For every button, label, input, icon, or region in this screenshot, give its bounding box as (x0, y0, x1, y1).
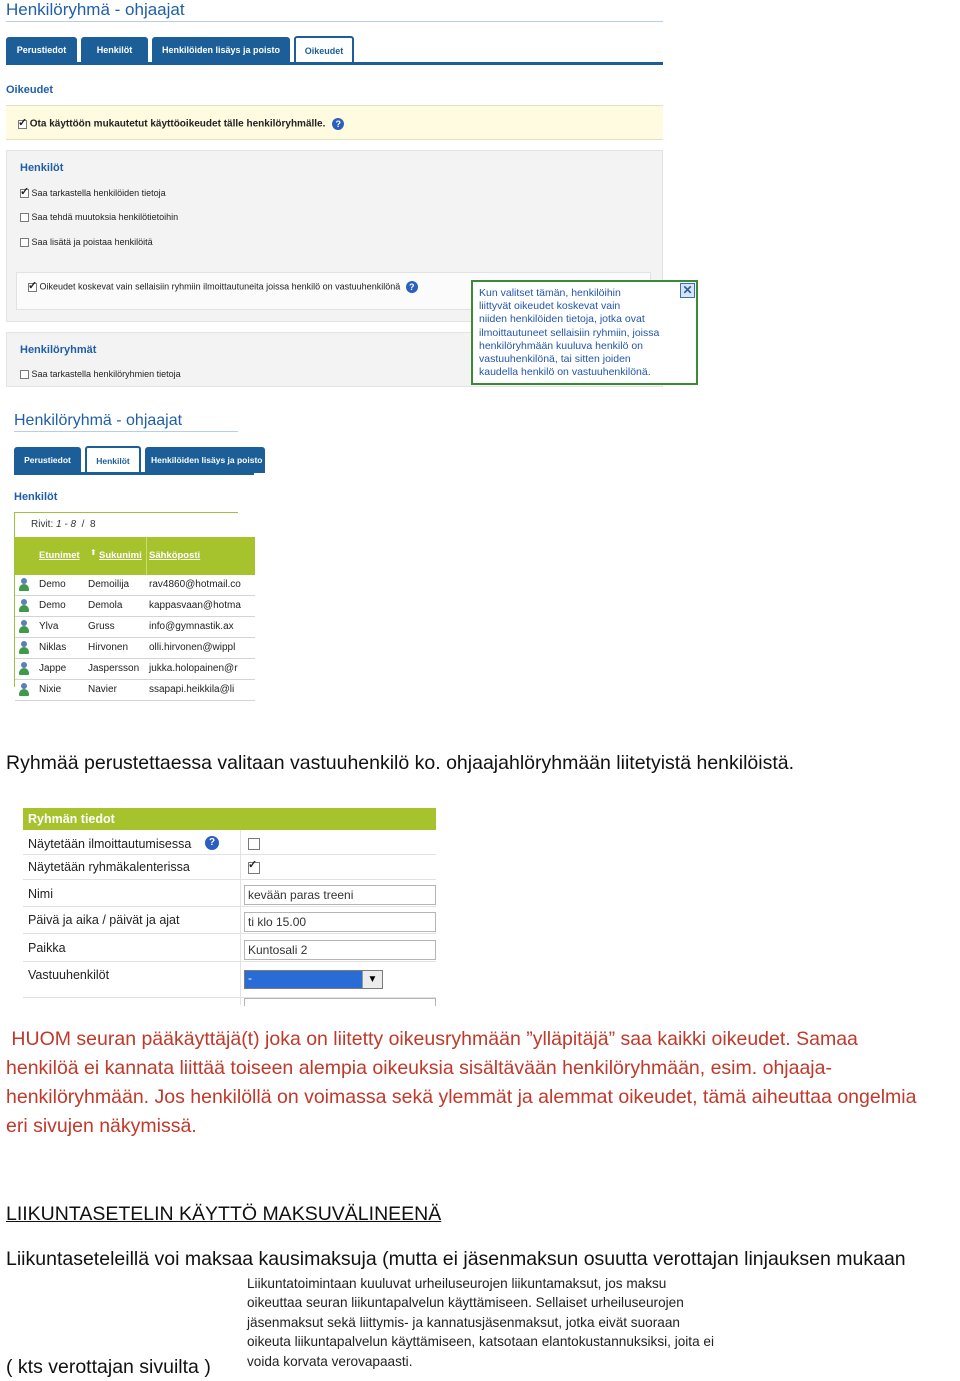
cell-sukunimi: Jaspersson (88, 663, 140, 674)
custom-rights-row (18, 118, 344, 130)
henkilot-panel-title: Henkilöt (20, 162, 64, 174)
person-icon (18, 578, 30, 592)
tab-henkilot[interactable]: Henkilöt (85, 446, 141, 474)
label-ilmoittautuminen: Näytetään ilmoittautumisessa (28, 837, 192, 851)
tax-quote (247, 1274, 767, 1371)
option-edit-persons-checkbox[interactable] (20, 213, 29, 222)
column-sukunimi[interactable]: Sukunimi (99, 550, 142, 561)
tooltip-line: liittyvät oikeudet koskevat vain (479, 300, 621, 313)
row-paikka (23, 934, 436, 962)
tooltip-line: henkilöryhmään kuuluva henkilö on (479, 339, 644, 352)
cell-sukunimi: Gruss (88, 621, 115, 632)
label-kalenteri: Näytetään ryhmäkalenterissa (28, 860, 190, 874)
table-row[interactable] (15, 575, 255, 596)
option-view-groups-label: Saa tarkastella henkilöryhmien tietoja (31, 369, 181, 379)
person-icon (18, 662, 30, 676)
vastuuhenkilo-select[interactable]: - (244, 970, 383, 989)
cell-etunimi: Nixie (39, 684, 62, 695)
cell-email: rav4860@hotmail.co (149, 579, 241, 590)
tab-perustiedot[interactable]: Perustiedot (6, 37, 77, 63)
cell-sukunimi: Hirvonen (88, 642, 129, 653)
custom-rights-checkbox[interactable] (18, 120, 27, 129)
custom-rights-box (6, 105, 663, 140)
tooltip-line: kaudella henkilö on vastuuhenkilönä. (479, 366, 651, 379)
label-aika: Päivä ja aika / päivät ja ajat (28, 913, 180, 927)
help-icon[interactable]: ? (332, 118, 344, 130)
cell-etunimi: Jappe (39, 663, 67, 674)
cell-email: info@gymnastik.ax (149, 621, 234, 632)
tab-perustiedot[interactable]: Perustiedot (14, 447, 81, 473)
tab-henkilot[interactable]: Henkilöt (81, 37, 148, 63)
sort-arrow-icon: ⬆ (90, 548, 97, 557)
tab-henkiloiden-lisays[interactable]: Henkilöiden lisäys ja poisto (152, 37, 290, 63)
screen1-title: Henkilöryhmä - ohjaajat (6, 0, 185, 19)
cell-etunimi: Niklas (39, 642, 67, 653)
tab-oikeudet[interactable]: Oikeudet (294, 36, 354, 64)
person-icon (18, 599, 30, 613)
rows-range: 1 - 8 (56, 519, 77, 530)
label-paikka: Paikka (28, 941, 66, 955)
help-icon[interactable]: ? (406, 281, 418, 293)
henkiloryhmat-title: Henkilöryhmät (20, 344, 97, 356)
cell-sukunimi: Demola (88, 600, 123, 611)
tab-bar-line (14, 472, 254, 475)
section-heading: LIIKUNTASETELIN KÄYTTÖ MAKSUVÄLINEENÄ (6, 1203, 442, 1225)
custom-rights-label: Ota käyttöön mukautetut käyttöoikeudet tälle henkilöryhmälle. (29, 118, 326, 130)
kalenteri-checkbox[interactable] (248, 862, 260, 874)
notice-line: eri sivujen näkymissä. (6, 1115, 197, 1137)
aika-input[interactable]: ti klo 15.00 (244, 912, 436, 932)
row-aika (23, 907, 436, 934)
title-underline (6, 21, 663, 22)
section-title-henkilot: Henkilöt (14, 491, 58, 503)
title-underline (14, 431, 238, 432)
cell-email: kappasvaan@hotma (149, 600, 241, 611)
quote-line: Liikuntatoimintaan kuuluvat urheiluseurojen liikuntamaksut, jos maksu (247, 1276, 667, 1291)
tooltip-line: ilmoittautuneet sellaisiin ryhmiin, joissa (479, 326, 660, 339)
quote-line: oikeuttaa seuran liikuntapalvelun käyttämiseen. Sellaiset urheiluseurojen (247, 1295, 684, 1311)
next-input-edge (244, 998, 436, 1006)
rows-label: Rivit: (31, 519, 54, 530)
option-add-remove-persons (20, 237, 153, 247)
cell-etunimi: Demo (39, 579, 66, 590)
option-view-groups (20, 369, 181, 379)
option-add-remove-checkbox[interactable] (20, 238, 29, 247)
quote-line: voida korvata verovapaasti. (247, 1353, 413, 1369)
paragraph-liikuntaseteli: Liikuntaseteleillä voi maksaa kausimaksuja (mutta ei jäsenmaksun osuutta verottajan linjauksen mukaan (6, 1248, 906, 1270)
table-row[interactable] (15, 659, 255, 680)
person-icon (18, 641, 30, 655)
nimi-input[interactable]: kevään paras treeni (244, 885, 436, 905)
person-icon (18, 683, 30, 697)
column-etunimet[interactable]: Etunimet (39, 550, 80, 561)
label-nimi: Nimi (28, 887, 53, 901)
paikka-input[interactable]: Kuntosali 2 (244, 940, 436, 960)
cell-sukunimi: Demoilija (88, 579, 130, 590)
label-vastuuhenkilot: Vastuuhenkilöt (28, 968, 110, 982)
cell-email: jukka.holopainen@r (149, 663, 238, 674)
tab-henkiloiden-lisays[interactable]: Henkilöiden lisäys ja poisto (145, 447, 265, 473)
paragraph-kts: ( kts verottajan sivuilta ) (6, 1356, 211, 1378)
cell-sukunimi: Navier (88, 684, 117, 695)
quote-line: oikeuta liikuntapalvelun käyttämiseen, katsotaan elantokustannuksiksi, joita ei (247, 1334, 714, 1350)
restrict-row (28, 281, 418, 293)
notice-line: henkilöä ei kannata liittää toiseen alempia oikeuksia sisältävään henkilöryhmään, esim. ohjaaja- (6, 1057, 832, 1079)
row-kalenteri (23, 855, 436, 880)
table-row[interactable] (15, 638, 255, 659)
notice-paragraph (6, 1025, 960, 1141)
option-view-persons-label: Saa tarkastella henkilöiden tietoja (31, 188, 166, 198)
screen2-title: Henkilöryhmä - ohjaajat (14, 412, 183, 429)
tab-bar-line (6, 62, 663, 65)
chevron-down-icon[interactable]: ▼ (362, 971, 382, 988)
close-icon[interactable]: ✕ (680, 283, 695, 298)
option-edit-persons-label: Saa tehdä muutoksia henkilötietoihin (31, 212, 179, 222)
tooltip-line: Kun valitset tämän, henkilöihin (479, 287, 621, 299)
tooltip-line: niiden henkilöiden tietoja, jotka ovat (479, 313, 645, 326)
group-info-header: Ryhmän tiedot (23, 808, 436, 830)
notice-line: henkilöryhmään. Jos henkilöllä on voimassa sekä ylemmät ja alemmat oikeudet, tämä aiheuttaa ongelmia (6, 1086, 917, 1108)
rows-total: 8 (89, 519, 96, 530)
person-icon (18, 620, 30, 634)
table-row[interactable] (15, 596, 255, 617)
option-view-groups-checkbox[interactable] (20, 370, 29, 379)
group-info-form (23, 808, 436, 1003)
rows-counter (31, 519, 96, 530)
ilmoittautuminen-checkbox[interactable] (248, 838, 260, 850)
paragraph-vastuuhenkilo: Ryhmää perustettaessa valitaan vastuuhenkilö ko. ohjaajahlöryhmään liitetyistä henkilöistä. (6, 752, 795, 774)
column-sahkoposti[interactable]: Sähköposti (149, 550, 201, 561)
help-icon[interactable]: ? (205, 836, 219, 850)
column-divider (146, 537, 147, 575)
notice-line: HUOM seuran pääkäyttäjä(t) joka on liitetty oikeusryhmään ”ylläpitäjä” saa kaikki oikeudet. Samaa (6, 1028, 858, 1050)
restrict-checkbox[interactable] (28, 283, 37, 292)
cell-email: ssapapi.heikkila@li (149, 684, 235, 695)
option-edit-persons (20, 212, 178, 222)
cell-email: olli.hirvonen@wippl (149, 642, 236, 653)
row-ilmoittautuminen (23, 830, 436, 855)
option-view-persons (20, 188, 166, 198)
row-vastuuhenkilot (23, 962, 436, 998)
rows-sep: / (81, 519, 85, 530)
section-title-oikeudet: Oikeudet (6, 84, 54, 96)
option-add-remove-label: Saa lisätä ja poistaa henkilöitä (31, 237, 153, 247)
table-row[interactable] (15, 617, 255, 638)
screen1-tabs (6, 37, 663, 65)
cell-etunimi: Ylva (39, 621, 59, 632)
table-row[interactable] (15, 680, 255, 701)
help-tooltip (471, 280, 698, 385)
quote-line: jäsenmaksut sekä liittymis- ja kannatusjäsenmaksut, jotka eivät suoraan (247, 1314, 680, 1330)
cell-etunimi: Demo (39, 600, 66, 611)
restrict-label: Oikeudet koskevat vain sellaisiin ryhmiin ilmoittautuneita joissa henkilö on vastuuhenkilönä (39, 281, 401, 292)
option-view-persons-checkbox[interactable] (20, 189, 29, 198)
row-nimi (23, 880, 436, 907)
persons-table (14, 512, 241, 695)
table-header (15, 537, 255, 575)
tooltip-line: vastuuhenkilönä, tai sitten joiden (479, 353, 631, 366)
